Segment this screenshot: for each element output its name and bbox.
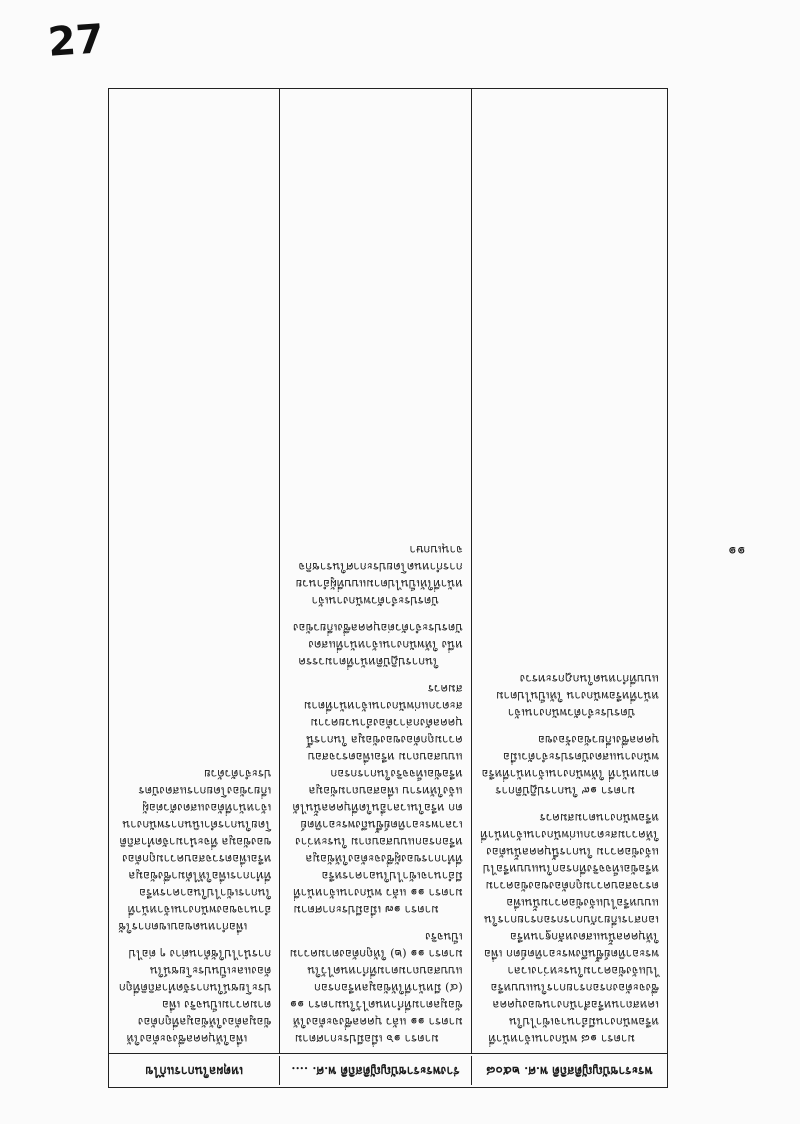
current-act-section-19-para2: บัตรประจำตัวพนักงานเจ้าหน้าที่หรือพนักงาน ให้เป็นไปตามแบบที่กำหนดในกฎกระทรวง: [495, 672, 659, 720]
header-reason: เหตุผลในการแก้ไข: [109, 1056, 280, 1085]
current-act-section-19: มาตรา ๑๙ ในการปฏิบัติการตามหน้าที่ ให้พนักงานเจ้าหน้าที่หรือพนักงานแสดงบัตรประจำตัวเมื่อบุคคลซึ่งเกี่ยวข้องร้องขอ: [481, 733, 659, 798]
draft-act-section-17-para2: ในการปฏิบัติหน้าที่ตามวรรคหนึ่ง ให้พนักงานเจ้าหน้าที่แสดงบัตรประจำตัวต่อบุคคลซึ่งเกี่ยวข้อง: [292, 621, 463, 669]
draft-act-cell: [280, 89, 471, 1053]
table-body-row: [109, 89, 667, 1053]
reason-cell: [109, 89, 280, 1053]
current-act-section-18: มาตรา ๑๘ พนักงานเจ้าหน้าที่หรือพนักงานมีอำนาจเข้าไปในเคหสถานหรือสำนักงานของบุคคลซึ่งจะต้องกรอกรายการในแบบหรือไปแจ้งข้อความในระหว่างเวลาพระอาทิตย์ขึ้นถึงพระอาทิตย์ตก เพื่อให้บุคคลนั้นแสดงหลักฐานหรือเอกสารเกี่ยวกับการกรอกรายการในแบบหรือไปแจ้งข้อความนั้นเพื่อตรวจสอบความถูกต้องของข้อความหรือข้อเท็จจริงที่กรอกในแบบหรือไปแจ้งข้อความ ในการนี้บุคคลนั้นต้องให้ความสะดวกแก่พนักงานเจ้าหน้าที่หรือพนักงานตามสมควร: [480, 811, 659, 1046]
current-act-cell: [472, 89, 667, 1053]
table-header-row: [109, 1053, 667, 1087]
comparison-table: [108, 88, 668, 1088]
reason-section-16: เพื่อให้บุคคลซึ่งจะต้องให้ข้อมูลต้องให้ข้อมูลที่ถูกต้องตามความเป็นจริง เพื่อประโยชน์ในการจัดทำสถิติที่ถูกต้องและเป็นประโยชน์ในการนำไปใช้ด้านต่าง ๆ ต่อไป: [118, 947, 272, 1046]
page-number: ๑๑: [728, 543, 746, 559]
header-draft-act: ร่างพระราชบัญญัติสถิติ พ.ศ. ....: [280, 1056, 471, 1085]
draft-act-section-17: มาตรา ๑๗ เมื่อมีประกาศตามมาตรา ๑๑ แล้ว พนักงานเจ้าหน้าที่มีอำนาจเข้าไปในอาคารหรือที่ทำการของผู้ซึ่งจะต้องให้ข้อมูลหรือกรอกแบบสอบถาม ในระหว่างเวลาพระอาทิตย์ขึ้นถึงพระอาทิตย์ตก หรือในเวลาอื่นใดที่บุคคลนั้นได้แจ้งให้ทราบ เพื่อสอบถามข้อมูลหรือข้อเท็จจริงในการกรอกแบบสอบถาม หรือเพื่อตรวจสอบความถูกต้องของข้อมูล ในการนี้บุคคลดังกล่าวต้องอำนวยความสะดวกแก่พนักงานเจ้าหน้าที่ตามสมควร: [292, 682, 463, 917]
header-current-act: พระราชบัญญัติสถิติ พ.ศ. ๒๕๐๘: [486, 1064, 653, 1078]
handwritten-page-mark: 27: [46, 16, 106, 66]
draft-act-section-17-para3: บัตรประจำตัวพนักงานเจ้าหน้าที่ให้เป็นไปตามแบบที่ผู้อำนวยการกำหนดโดยประกาศในราชกิจจานุเบกษา: [295, 543, 463, 608]
draft-act-section-16: มาตรา ๑๖ เมื่อมีประกาศตามมาตรา ๑๑ แล้ว บุคคลซึ่งจะต้องให้ข้อมูลตามที่กำหนดไว้ในมาตรา ๑๑ (๔) มีหน้าที่ให้ข้อมูลหรือกรอกแบบสอบถามตามที่กำหนดไว้ในมาตรา ๑๑ (๒) ให้ถูกต้องตามความเป็นจริง: [289, 930, 463, 1046]
reason-section-17: เพื่อกำหนดขอบเขตการใช้อำนาจของพนักงานเจ้าหน้าที่ในการเข้าไปในอาคารหรือที่ทำการเพื่อให้ได้มาซึ่งข้อมูล หรือเพื่อตรวจสอบความถูกต้องของข้อมูล ที่จะนำมาจัดทำสถิติ โดยในการดำเนินการพนักงานเจ้าหน้าที่ต้องแสดงตัวต่อผู้เกี่ยวข้องโดยการแสดงบัตรประจำตัวด้วย: [118, 767, 272, 934]
